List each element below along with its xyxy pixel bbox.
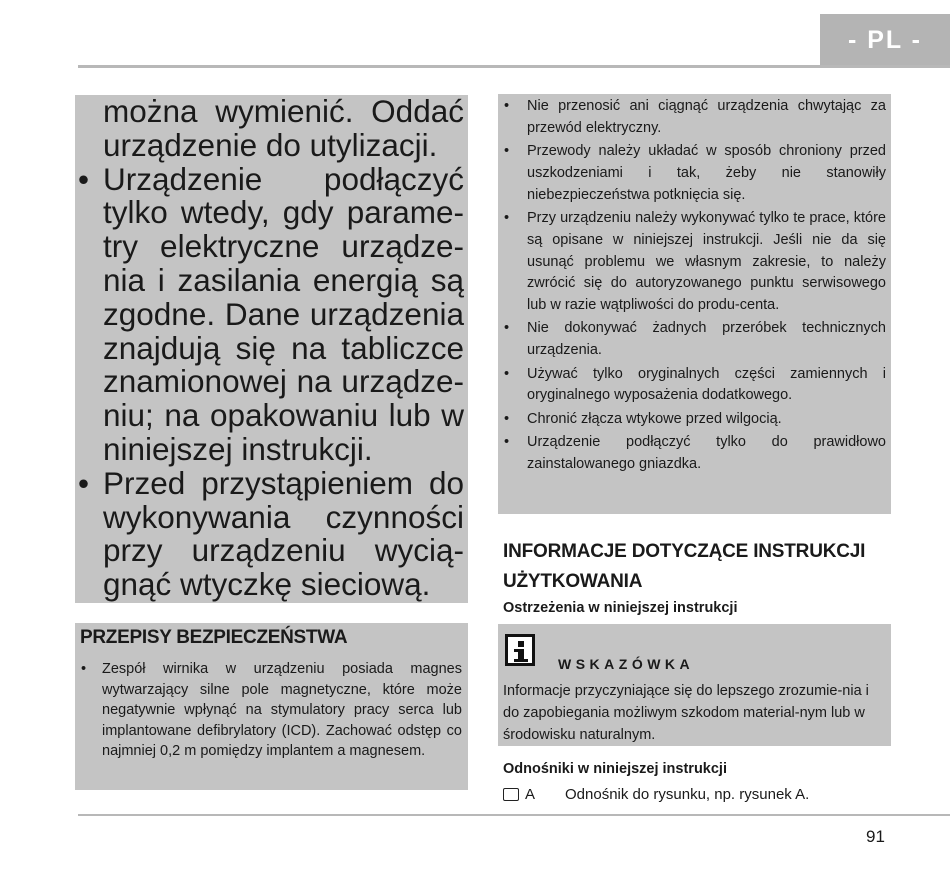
- references-subtitle: Odnośniki w niniejszej instrukcji: [503, 761, 727, 777]
- bullet-icon: •: [504, 98, 510, 114]
- list-item-text: Przewody należy układać w sposób chroniony przed uszkodzeniami i tak, żeby nie stanowiły niebezpieczeństwa potknięcia się.: [527, 143, 886, 203]
- list-item-text: Nie dokonywać żadnych przeróbek technicznych urządzenia.: [527, 320, 886, 359]
- text-line: znamionowej na urządze-: [103, 363, 464, 400]
- list-item-text: Chronić złącza wtykowe przed wilgocią.: [527, 410, 782, 427]
- text-line: nia i zasilania energią są: [103, 261, 464, 298]
- list-item: [75, 160, 468, 467]
- info-section-title: INFORMACJE DOTYCZĄCE INSTRUKCJI UŻYTKOWANIA: [503, 541, 866, 592]
- safety-continuation-list: [498, 96, 891, 476]
- bullet-icon: •: [504, 365, 510, 382]
- header-rule: [78, 65, 950, 68]
- list-item: [75, 464, 468, 603]
- list-item: [498, 409, 891, 431]
- large-print-box: [75, 95, 468, 603]
- page-number: 91: [866, 827, 885, 846]
- reference-row: [503, 786, 809, 803]
- list-item-text: Przy urządzeniu należy wykonywać tylko te prace, które są opisane w niniejszej instrukcji. Jeśli nie da się usunąć problemu we własnym zakresie, to należy zwrócić się do autoryzowanego punktu serwisowego lub w razie wątpliwości do produ-centa.: [527, 209, 886, 314]
- bullet-icon: •: [81, 661, 87, 677]
- bullet-icon: •: [504, 209, 510, 226]
- list-item: [498, 364, 891, 408]
- hint-label: WSKAZÓWKA: [558, 656, 695, 672]
- text-line: wykonywania czynności: [103, 498, 464, 535]
- list-item: [75, 659, 468, 762]
- safety-list: [75, 659, 468, 762]
- list-item: [498, 141, 891, 206]
- text-line: tylko wtedy, gdy parame-: [103, 194, 464, 231]
- list-item-text: Nie przenosić ani ciągnąć urządzenia chwytając za przewód elektryczny.: [527, 98, 886, 136]
- text-line: znajdują się na tabliczce: [103, 329, 464, 366]
- safety-continuation-box: [498, 94, 891, 514]
- text-line: Przed przystąpieniem do: [103, 464, 464, 501]
- text-line: niniejszej instrukcji.: [103, 430, 373, 467]
- list-item: [498, 96, 891, 140]
- info-icon: [505, 634, 535, 666]
- list-item-text: Używać tylko oryginalnych części zamiennych i oryginalnego wyposażenia dodatkowego.: [527, 365, 886, 404]
- bullet-icon: •: [78, 464, 90, 501]
- list-item: [498, 208, 891, 317]
- list-item-text: Zespół wirnika w urządzeniu posiada magnes wytwarzający silne pole magnetyczne, które może negatywnie wpłynąć na stymulatory pracy serca lub implantowane defibrylatory (ICD). Zachować odstęp co najmniej 0,2 m pomiędzy implantem a magnesem.: [102, 661, 462, 759]
- bullet-icon: •: [504, 143, 510, 160]
- list-item: [498, 318, 891, 362]
- bullet-icon: •: [504, 433, 510, 450]
- text-line: zgodne. Dane urządzenia: [103, 295, 464, 332]
- reference-box-icon: [503, 788, 519, 801]
- safety-section: [75, 623, 468, 790]
- hint-box: [498, 624, 891, 746]
- text-line: Urządzenie podłączyć: [103, 160, 464, 197]
- text-line: gnąć wtyczkę sieciową.: [103, 566, 431, 603]
- list-item-text: Urządzenie podłączyć tylko do prawidłowo zainstalowanego gniazdka.: [527, 433, 886, 472]
- text-line: można wymienić. Oddać: [103, 95, 464, 129]
- footer-rule: [78, 814, 950, 816]
- language-tab: - PL -: [820, 14, 950, 67]
- large-print-continuation: [75, 95, 468, 163]
- reference-text: Odnośnik do rysunku, np. rysunek A.: [565, 786, 810, 803]
- reference-letter: A: [525, 786, 536, 803]
- text-line: try elektryczne urządze-: [103, 228, 464, 265]
- text-line: urządzenie do utylizacji.: [103, 126, 438, 163]
- bullet-icon: •: [504, 410, 510, 427]
- warnings-subtitle: Ostrzeżenia w niniejszej instrukcji: [503, 600, 738, 616]
- text-line: przy urządzeniu wycią-: [103, 532, 464, 569]
- large-print-list: [75, 95, 468, 602]
- bullet-icon: •: [78, 160, 90, 197]
- text-line: niu; na opakowaniu lub w: [103, 397, 464, 434]
- safety-title: PRZEPISY BEZPIECZEŃSTWA: [80, 627, 348, 648]
- bullet-icon: •: [504, 320, 510, 337]
- hint-text: Informacje przyczyniające się do lepszego zrozumie-nia i do zapobiegania możliwym szkodom material-nym lub w środowisku naturalnym.: [503, 683, 869, 743]
- list-item: [498, 432, 891, 476]
